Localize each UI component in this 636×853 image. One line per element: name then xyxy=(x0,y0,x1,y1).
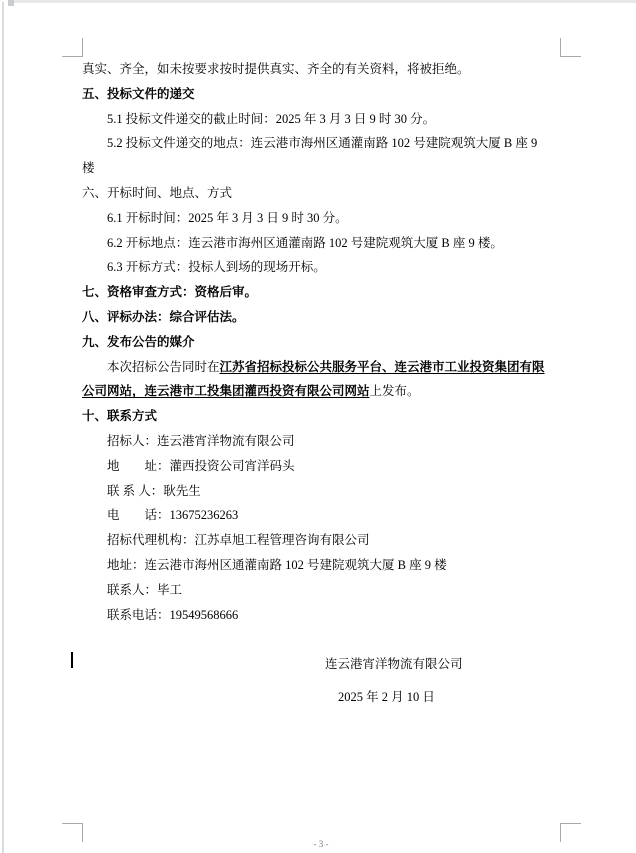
contact-agency-address: 地址：连云港市海州区通灌南路 102 号建院观筑大厦 B 座 9 楼 xyxy=(107,557,447,572)
media-paragraph-line-2 xyxy=(82,379,636,404)
signature-date: 2025 年 2 月 10 日 xyxy=(338,689,435,704)
text-boundary-mark-bottom-right xyxy=(560,823,581,842)
contact-person: 联 系 人：耿先生 xyxy=(107,483,201,498)
media-platforms-text-1: 江苏省招标投标公共服务平台、连云港市工业投资集团有限 xyxy=(219,359,545,374)
blank-line xyxy=(82,627,636,652)
contact-address: 地 址：灌西投资公司宵洋码头 xyxy=(107,458,295,473)
media-prefix-text: 本次招标公告同时在 xyxy=(107,359,220,374)
heading-section-9: 九、发布公告的媒介 xyxy=(82,334,195,349)
contact-phone: 电 话：13675236263 xyxy=(107,508,239,523)
page-left-edge xyxy=(2,2,4,853)
heading-section-5: 五、投标文件的递交 xyxy=(82,86,195,101)
page-top-edge xyxy=(8,0,636,3)
contact-agency: 招标代理机构：江苏卓旭工程管理咨询有限公司 xyxy=(107,533,370,548)
page-number: - 3 - xyxy=(313,839,329,849)
paragraph-continuation: 真实、齐全，如未按要求按时提供真实、齐全的有关资料，将被拒绝。 xyxy=(82,62,470,76)
text-cursor xyxy=(71,652,73,668)
media-paragraph-line-1 xyxy=(82,355,636,380)
media-platforms-text-2: 公司网站，连云港市工投集团灌西投资有限公司网站 xyxy=(82,384,370,399)
contact-agency-phone: 联系电话：19549568666 xyxy=(107,607,239,622)
text-boundary-mark-top-left xyxy=(62,38,83,57)
clause-5-2: 5.2 投标文件递交的地点：连云港市海州区通灌南路 102 号建院观筑大厦 B 座 9 xyxy=(107,136,538,151)
document-content xyxy=(82,57,636,710)
page-corner-nub xyxy=(8,0,14,6)
contact-tenderer: 招标人：连云港宵洋物流有限公司 xyxy=(107,433,295,448)
text-boundary-mark-bottom-left xyxy=(62,823,83,842)
clause-6-1: 6.1 开标时间：2025 年 3 月 3 日 9 时 30 分。 xyxy=(107,210,348,225)
clause-5-1: 5.1 投标文件递交的截止时间：2025 年 3 月 3 日 9 时 30 分。 xyxy=(107,111,436,126)
clause-5-2-wrap: 楼 xyxy=(82,161,95,176)
heading-section-10: 十、联系方式 xyxy=(82,409,158,424)
text-boundary-mark-top-right xyxy=(560,38,581,57)
signature-company: 连云港宵洋物流有限公司 xyxy=(325,657,463,672)
media-suffix-text: 上发布。 xyxy=(369,384,420,399)
heading-section-8: 八、评标办法：综合评估法。 xyxy=(82,309,245,324)
heading-section-6: 六、开标时间、地点、方式 xyxy=(82,185,233,200)
clause-6-3: 6.3 开标方式：投标人到场的现场开标。 xyxy=(107,260,326,275)
clause-6-2: 6.2 开标地点：连云港市海州区通灌南路 102 号建院观筑大厦 B 座 9 楼。 xyxy=(107,235,503,250)
contact-agency-person: 联系人：毕工 xyxy=(107,582,183,597)
heading-section-7: 七、资格审查方式：资格后审。 xyxy=(82,285,258,300)
